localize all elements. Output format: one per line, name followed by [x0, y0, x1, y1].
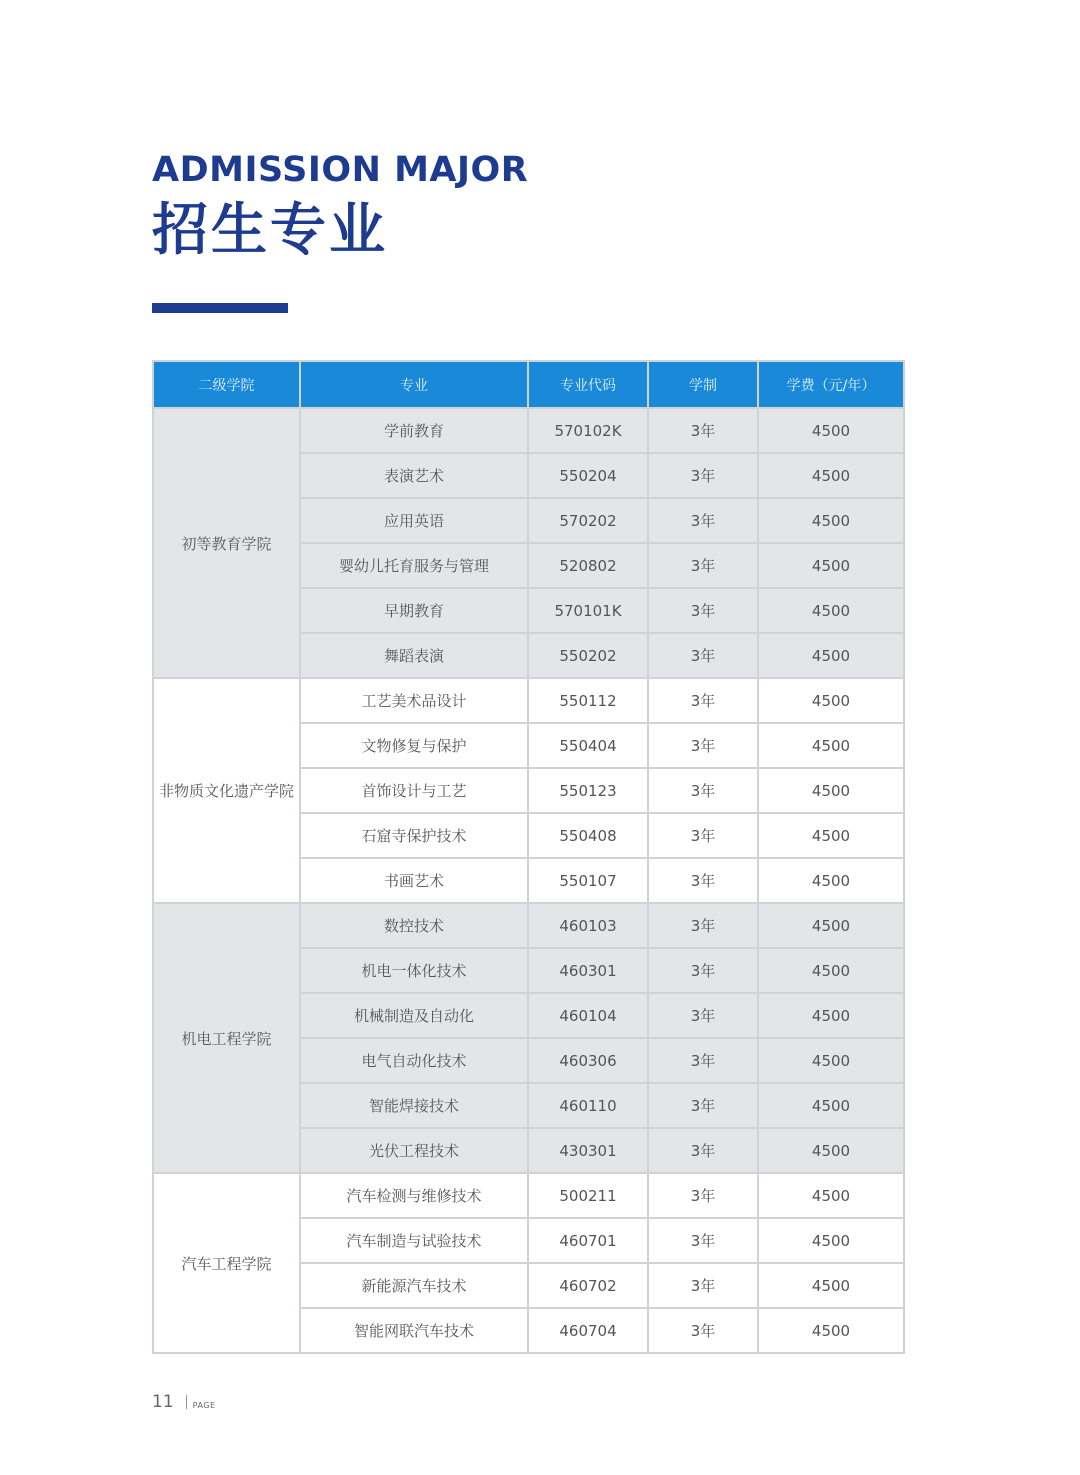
- duration-cell: 3年: [648, 903, 758, 948]
- tuition-cell: 4500: [758, 588, 904, 633]
- tuition-cell: 4500: [758, 1083, 904, 1128]
- major-cell: 智能网联汽车技术: [300, 1308, 528, 1353]
- tuition-cell: 4500: [758, 993, 904, 1038]
- tuition-cell: 4500: [758, 1308, 904, 1353]
- duration-cell: 3年: [648, 453, 758, 498]
- tuition-cell: 4500: [758, 723, 904, 768]
- major-code-cell: 550123: [528, 768, 648, 813]
- major-cell: 汽车制造与试验技术: [300, 1218, 528, 1263]
- tuition-cell: 4500: [758, 1173, 904, 1218]
- major-code-cell: 550404: [528, 723, 648, 768]
- major-cell: 舞蹈表演: [300, 633, 528, 678]
- footer-divider: [186, 1395, 187, 1409]
- major-cell: 电气自动化技术: [300, 1038, 528, 1083]
- header-duration: 学制: [648, 361, 758, 408]
- title-english: ADMISSION MAJOR: [152, 150, 529, 190]
- major-cell: 智能焊接技术: [300, 1083, 528, 1128]
- major-code-cell: 430301: [528, 1128, 648, 1173]
- tuition-cell: 4500: [758, 1263, 904, 1308]
- major-cell: 机电一体化技术: [300, 948, 528, 993]
- major-cell: 数控技术: [300, 903, 528, 948]
- major-code-cell: 460104: [528, 993, 648, 1038]
- major-cell: 石窟寺保护技术: [300, 813, 528, 858]
- tuition-cell: 4500: [758, 678, 904, 723]
- duration-cell: 3年: [648, 1083, 758, 1128]
- page-footer: [152, 1392, 216, 1412]
- major-cell: 应用英语: [300, 498, 528, 543]
- major-cell: 学前教育: [300, 408, 528, 453]
- major-cell: 文物修复与保护: [300, 723, 528, 768]
- major-code-cell: 460701: [528, 1218, 648, 1263]
- major-cell: 新能源汽车技术: [300, 1263, 528, 1308]
- duration-cell: 3年: [648, 858, 758, 903]
- tuition-cell: 4500: [758, 768, 904, 813]
- major-code-cell: 550202: [528, 633, 648, 678]
- duration-cell: 3年: [648, 588, 758, 633]
- major-code-cell: 570102K: [528, 408, 648, 453]
- title-underline-bar: [152, 303, 288, 313]
- page-label: PAGE: [192, 1400, 216, 1410]
- major-code-cell: 460103: [528, 903, 648, 948]
- duration-cell: 3年: [648, 543, 758, 588]
- table-body: [153, 408, 904, 1353]
- college-cell: 初等教育学院: [153, 408, 300, 678]
- tuition-cell: 4500: [758, 408, 904, 453]
- page-number: 11: [152, 1392, 174, 1412]
- tuition-cell: 4500: [758, 498, 904, 543]
- tuition-cell: 4500: [758, 1128, 904, 1173]
- major-code-cell: 520802: [528, 543, 648, 588]
- table-header-row: [153, 361, 904, 408]
- major-code-cell: 460306: [528, 1038, 648, 1083]
- duration-cell: 3年: [648, 408, 758, 453]
- tuition-cell: 4500: [758, 858, 904, 903]
- duration-cell: 3年: [648, 813, 758, 858]
- major-code-cell: 460704: [528, 1308, 648, 1353]
- major-code-cell: 550112: [528, 678, 648, 723]
- table-row: [153, 903, 904, 948]
- tuition-cell: 4500: [758, 543, 904, 588]
- major-cell: 婴幼儿托育服务与管理: [300, 543, 528, 588]
- tuition-cell: 4500: [758, 813, 904, 858]
- major-code-cell: 550204: [528, 453, 648, 498]
- major-code-cell: 500211: [528, 1173, 648, 1218]
- major-code-cell: 570101K: [528, 588, 648, 633]
- duration-cell: 3年: [648, 948, 758, 993]
- major-cell: 首饰设计与工艺: [300, 768, 528, 813]
- duration-cell: 3年: [648, 1173, 758, 1218]
- duration-cell: 3年: [648, 1128, 758, 1173]
- major-cell: 表演艺术: [300, 453, 528, 498]
- duration-cell: 3年: [648, 678, 758, 723]
- major-cell: 书画艺术: [300, 858, 528, 903]
- major-cell: 早期教育: [300, 588, 528, 633]
- major-code-cell: 550408: [528, 813, 648, 858]
- header-major: 专业: [300, 361, 528, 408]
- major-code-cell: 460301: [528, 948, 648, 993]
- header-tuition: 学费（元/年）: [758, 361, 904, 408]
- table-row: [153, 678, 904, 723]
- admission-majors-table: [152, 360, 905, 1354]
- duration-cell: 3年: [648, 723, 758, 768]
- title-chinese: 招生专业: [152, 198, 388, 263]
- college-cell: 非物质文化遗产学院: [153, 678, 300, 903]
- duration-cell: 3年: [648, 1038, 758, 1083]
- college-cell: 汽车工程学院: [153, 1173, 300, 1353]
- tuition-cell: 4500: [758, 948, 904, 993]
- major-code-cell: 460110: [528, 1083, 648, 1128]
- duration-cell: 3年: [648, 993, 758, 1038]
- major-cell: 汽车检测与维修技术: [300, 1173, 528, 1218]
- major-cell: 工艺美术品设计: [300, 678, 528, 723]
- college-cell: 机电工程学院: [153, 903, 300, 1173]
- major-code-cell: 570202: [528, 498, 648, 543]
- header-college: 二级学院: [153, 361, 300, 408]
- table-row: [153, 1173, 904, 1218]
- major-cell: 光伏工程技术: [300, 1128, 528, 1173]
- duration-cell: 3年: [648, 498, 758, 543]
- major-cell: 机械制造及自动化: [300, 993, 528, 1038]
- duration-cell: 3年: [648, 1263, 758, 1308]
- tuition-cell: 4500: [758, 1038, 904, 1083]
- tuition-cell: 4500: [758, 1218, 904, 1263]
- table-row: [153, 408, 904, 453]
- major-code-cell: 550107: [528, 858, 648, 903]
- tuition-cell: 4500: [758, 633, 904, 678]
- header-major-code: 专业代码: [528, 361, 648, 408]
- duration-cell: 3年: [648, 633, 758, 678]
- duration-cell: 3年: [648, 1218, 758, 1263]
- duration-cell: 3年: [648, 1308, 758, 1353]
- duration-cell: 3年: [648, 768, 758, 813]
- major-code-cell: 460702: [528, 1263, 648, 1308]
- tuition-cell: 4500: [758, 453, 904, 498]
- tuition-cell: 4500: [758, 903, 904, 948]
